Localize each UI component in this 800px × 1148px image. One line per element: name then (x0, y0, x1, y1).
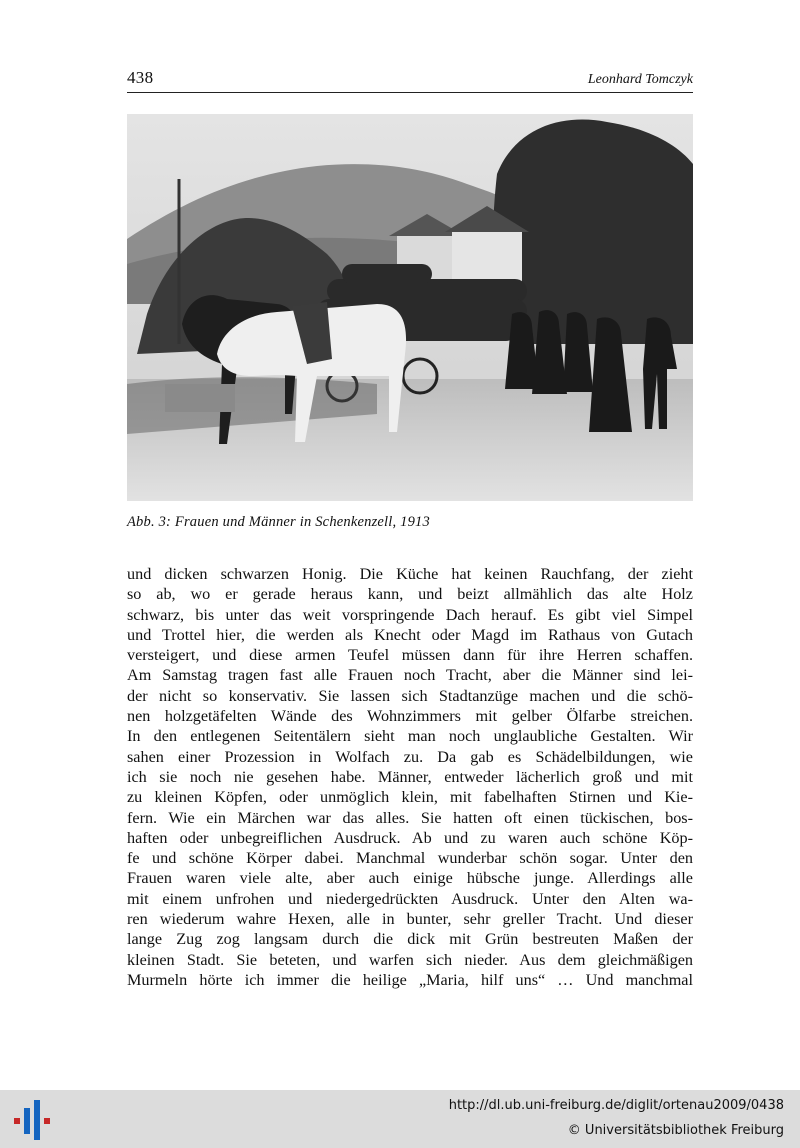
photo-illustration (127, 114, 693, 501)
figure-photo (127, 114, 693, 501)
document-url-link[interactable]: http://dl.ub.uni-freiburg.de/diglit/ortenau2009/0438 (448, 1098, 784, 1113)
body-line: versteigert, und diese armen Teufel müssen dann für ihre Herren schaffen. (127, 646, 693, 665)
body-line: schwarz, bis unter das weit vorspringende Dach herauf. Es gibt viel Simpel (127, 605, 693, 624)
header-rule (127, 92, 693, 93)
photo-house-2 (452, 229, 522, 284)
body-line: nen holzgetäfelten Wände des Wohnzimmers mit gelber Ölfarbe streichen. (127, 707, 693, 726)
body-line: zu kleinen Köpfen, oder unmöglich klein, mit fabelhaften Stirnen und Kie- (127, 788, 693, 807)
running-head: Leonhard Tomczyk (587, 72, 693, 87)
library-logo-icon (10, 1098, 54, 1142)
body-line: so ab, wo er gerade heraus kann, und beizt allmählich das alte Holz (127, 585, 693, 604)
body-line: kleinen Stadt. Sie beteten, und warfen sich nieder. Aus dem gleichmäßigen (127, 950, 693, 969)
figure-caption: Abb. 3: Frauen und Männer in Schenkenzell, 1913 (127, 514, 430, 530)
body-line: Frauen waren viele alte, aber auch einige hübsche junge. Allerdings alle (127, 869, 693, 888)
body-line: Am Samstag tragen fast alle Frauen noch Tracht, aber die Männer sind lei- (127, 666, 693, 685)
page-number: 438 (127, 68, 154, 87)
body-line: und Trottel hier, die werden als Knecht oder Magd im Rathaus von Gutach (127, 625, 693, 644)
photo-crate (165, 384, 235, 412)
body-line: lange Zug zog langsam durch die dick mit Grün bestreuten Maßen der (127, 930, 693, 949)
body-line: und dicken schwarzen Honig. Die Küche hat keinen Rauchfang, der zieht (127, 565, 693, 583)
body-line: fern. Wie ein Märchen war das alles. Sie hatten oft einen tückischen, bos- (127, 808, 693, 827)
body-line: haften oder unbegreiflichen Ausdruck. Ab und zu waren auch schöne Köp- (127, 828, 693, 847)
body-line: Murmeln hörte ich immer die heilige „Maria, hilf uns“ … Und manchmal (127, 970, 693, 989)
copyright-notice: © Universitätsbibliothek Freiburg (567, 1123, 784, 1138)
body-line: ren wiederum wahre Hexen, alle in bunter, sehr greller Tracht. Und dieser (127, 910, 693, 929)
body-line: der nicht so konservativ. Sie lassen sich Stadtanzüge machen und die schö- (127, 686, 693, 705)
body-line: sahen einer Prozession in Wolfach zu. Da gab es Schädelbildungen, wie (127, 747, 693, 766)
body-line: In den entlegenen Seitentälern sieht man noch unglaubliche Gestalten. Wir (127, 727, 693, 746)
body-text (127, 564, 693, 990)
body-line: fe und schöne Körper dabei. Manchmal wunderbar schön sogar. Unter den (127, 849, 693, 868)
body-line: mit einem unfrohen und niedergedrückten Ausdruck. Unter den Alten wa- (127, 889, 693, 908)
body-line: ich sie noch nie gesehen habe. Männer, entweder lächerlich groß und mit (127, 767, 693, 786)
footer-bar (0, 1090, 800, 1148)
